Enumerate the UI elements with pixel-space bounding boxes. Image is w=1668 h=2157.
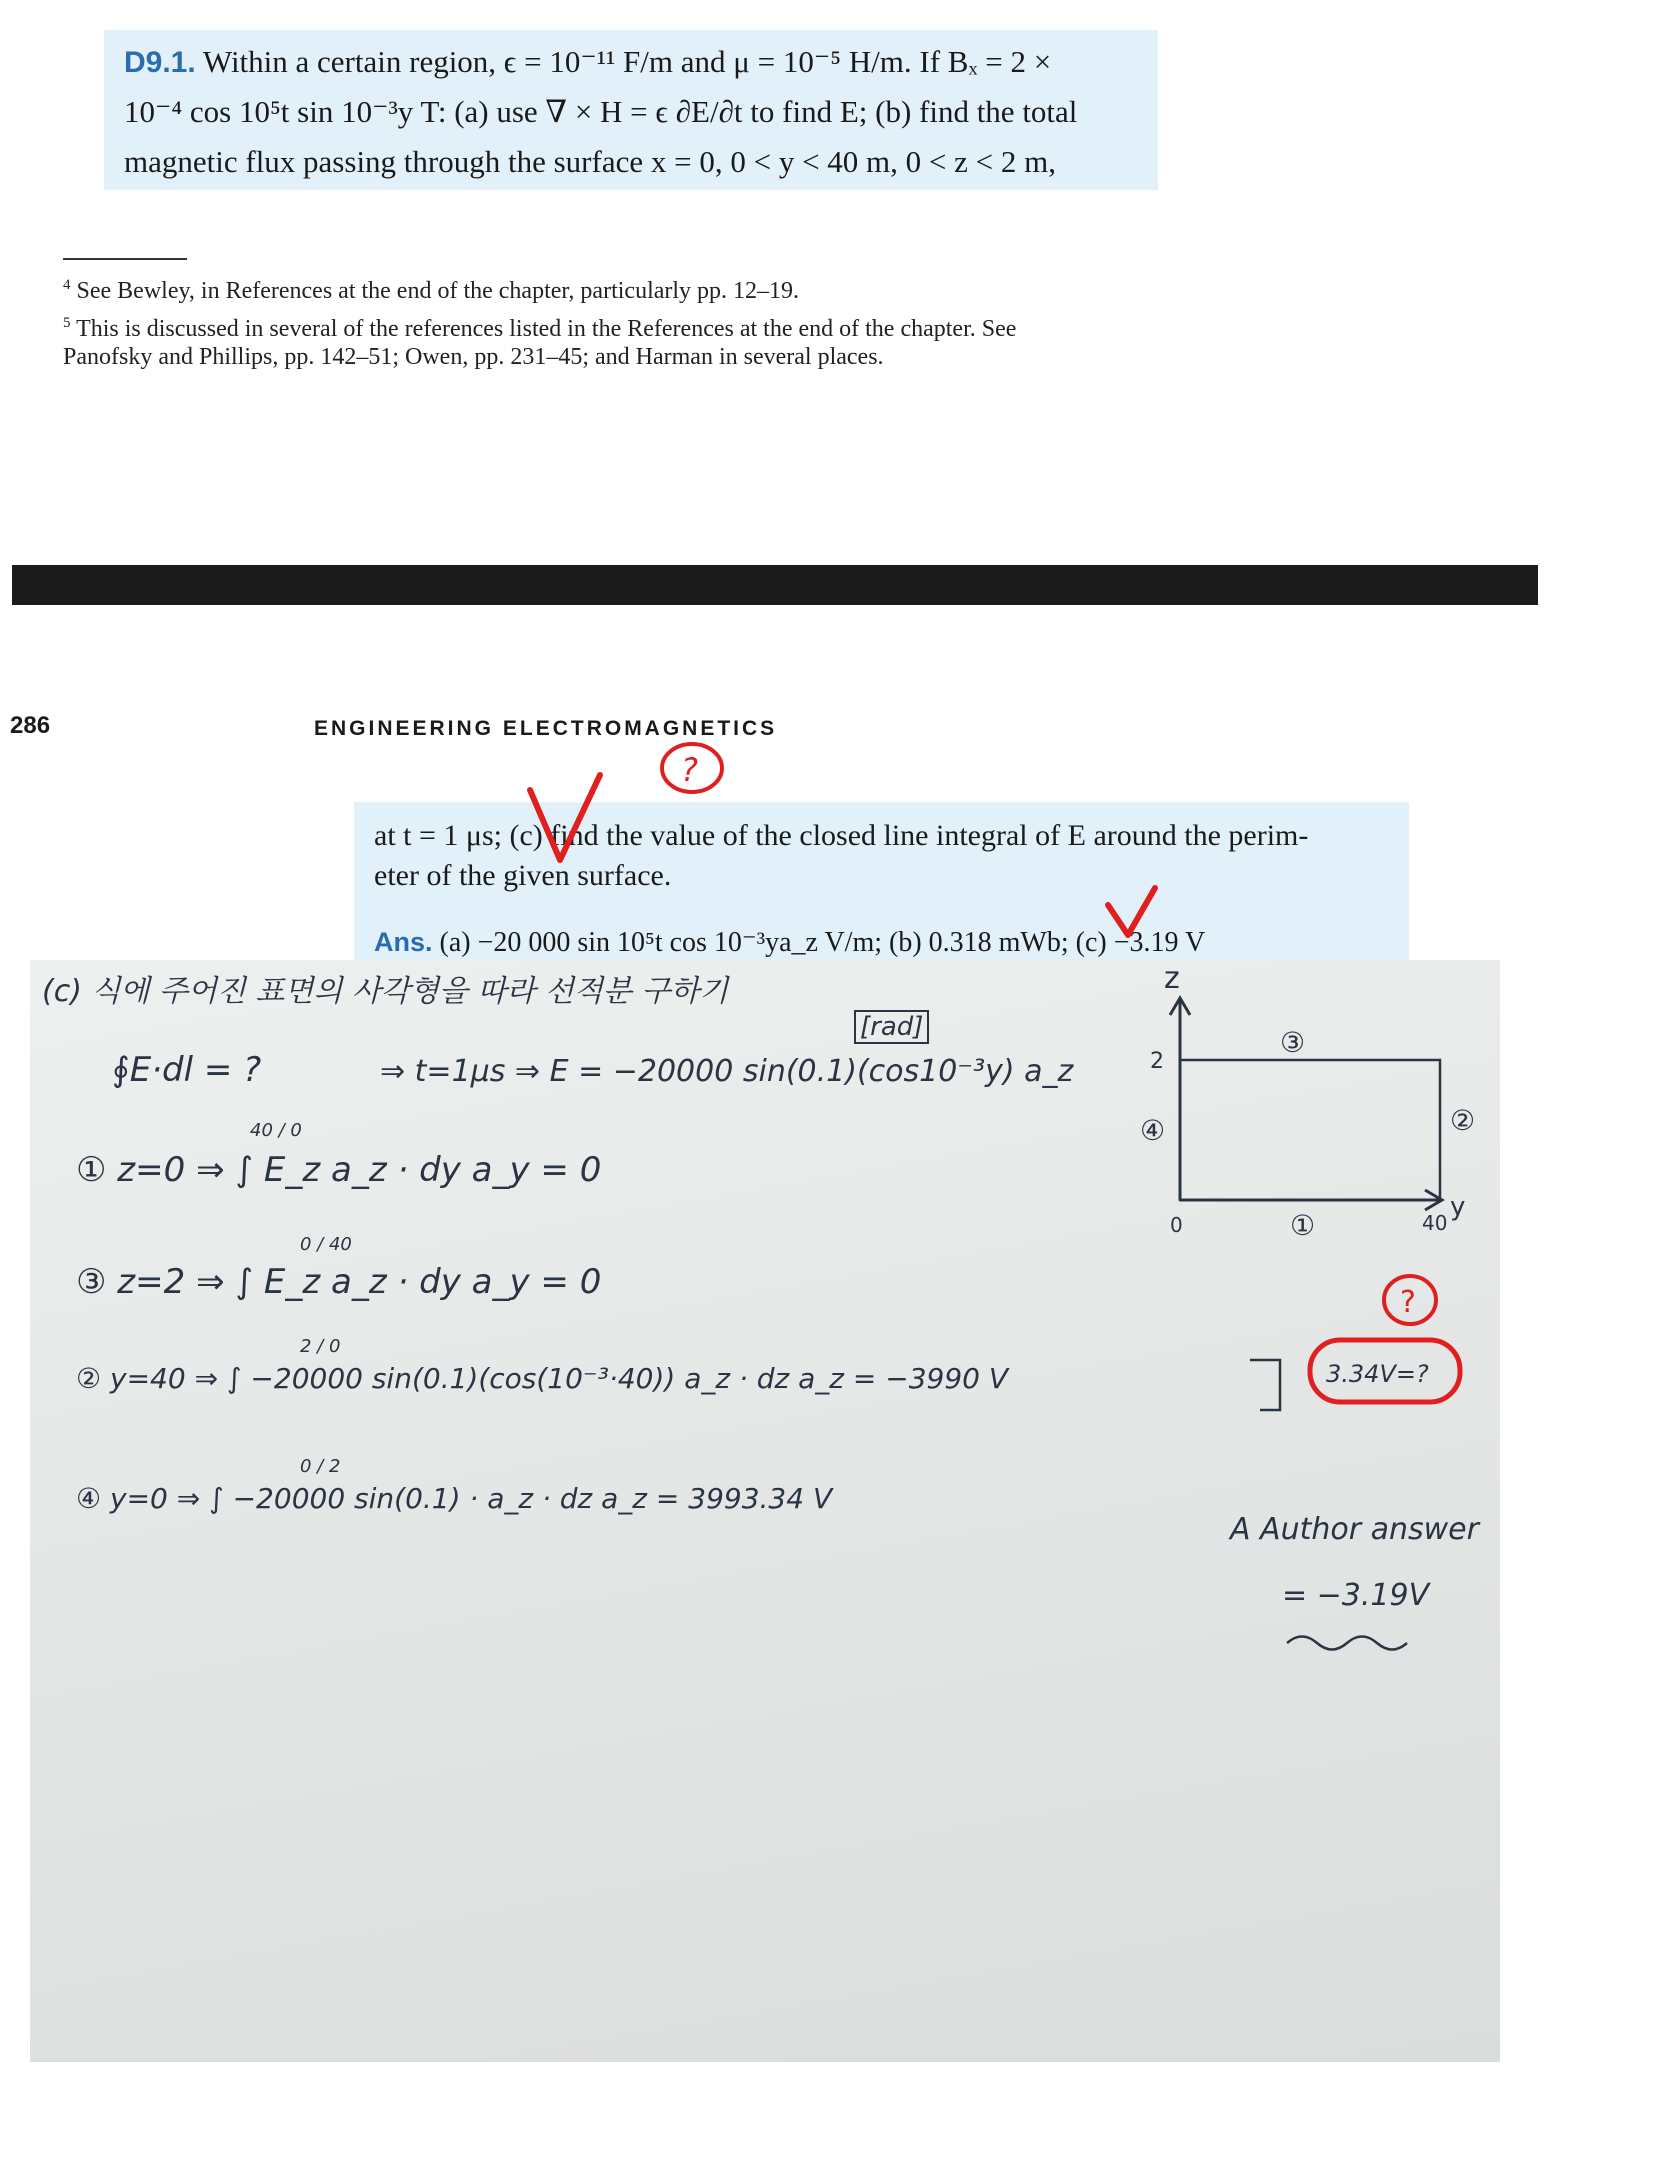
author-underline <box>1282 1628 1422 1658</box>
hw-step-4: ④ y=0 ⇒ ∫ −20000 sin(0.1) · a_z · dz a_z = 3993.34 V <box>76 1482 833 1515</box>
diagram-tick-2: 2 <box>1150 1049 1164 1074</box>
red-check-annotations <box>0 0 1668 980</box>
hw-step-3: ③ z=2 ⇒ ∫ E_z a_z · dy a_y = 0 <box>76 1262 602 1302</box>
hw-step-2-limits: 2 / 0 <box>300 1336 341 1357</box>
hw-step-2: ② y=40 ⇒ ∫ −20000 sin(0.1)(cos(10⁻³·40)) a_z · dz a_z = −3990 V <box>76 1362 1009 1395</box>
footnote-5: $^5$ This is discussed in several of the references listed in the References at the end of the chapter. See <box>63 315 1017 342</box>
red-question-result: ? <box>1400 1285 1416 1320</box>
problem-line-1: D9.1. Within a certain region, ϵ = 10⁻¹¹ F/m and μ = 10⁻⁵ H/m. If Bₓ = 2 × <box>124 44 1052 79</box>
continuation-line-2: eter of the given surface. <box>374 859 672 892</box>
diagram-edge-3: ③ <box>1280 1026 1306 1059</box>
page-number: 286 <box>10 712 51 739</box>
result-value: 3.34V=? <box>1326 1360 1429 1388</box>
diagram-edge-1: ① <box>1290 1209 1316 1242</box>
red-question-top: ? <box>681 751 698 789</box>
problem-line-3: magnetic flux passing through the surface x = 0, 0 < y < 40 m, 0 < z < 2 m, <box>124 144 1056 179</box>
continuation-line-1: at t = 1 μs; (c) find the value of the closed line integral of E around the perim- <box>374 819 1309 852</box>
diagram-y-axis: y <box>1450 1192 1466 1222</box>
diagram-tick-40: 40 <box>1422 1211 1448 1235</box>
hw-step-1-limits: 40 / 0 <box>250 1120 302 1141</box>
hw-step-4-limits: 0 / 2 <box>300 1456 341 1477</box>
diagram-edge-4: ④ <box>1140 1114 1166 1147</box>
footnote-5-line-2: Panofsky and Phillips, pp. 142–51; Owen, pp. 231–45; and Harman in several places. <box>63 344 884 370</box>
diagram-edge-2: ② <box>1450 1104 1476 1137</box>
hw-step-3-limits: 0 / 40 <box>300 1234 352 1255</box>
diagram-z-axis: z <box>1164 961 1180 996</box>
diagram-origin: 0 <box>1170 1213 1183 1237</box>
answer-label: Ans. <box>374 927 433 957</box>
footnote-4: $^4$ See Bewley, in References at the end of the chapter, particularly pp. 12–19. <box>63 277 800 304</box>
hw-e-field: ⇒ t=1μs ⇒ E = −20000 sin(0.1)(cos10⁻³y) a_z <box>380 1054 1074 1089</box>
hw-step-1: ① z=0 ⇒ ∫ E_z a_z · dy a_y = 0 <box>76 1150 602 1190</box>
hw-line-integral: ∮E·dl = ? <box>112 1050 262 1090</box>
hw-rad-note: [rad] <box>854 1010 929 1044</box>
problem-label: D9.1. <box>124 46 196 79</box>
surface-diagram <box>1100 960 1500 1250</box>
running-head: ENGINEERING ELECTROMAGNETICS <box>314 717 778 740</box>
hw-header: (c) 식에 주어진 표면의 사각형을 따라 선적분 구하기 <box>42 974 729 1009</box>
hw-author-value: = −3.19V <box>1282 1578 1430 1613</box>
hw-author-label: A Author answer <box>1230 1512 1479 1547</box>
result-annotation <box>1240 1270 1500 1430</box>
problem-line-2: 10⁻⁴ cos 10⁵t sin 10⁻³y T: (a) use ∇ × H = ϵ ∂E/∂t to find E; (b) find the total <box>124 94 1078 129</box>
answer-text: (a) −20 000 sin 10⁵t cos 10⁻³ya_z V/m; (b) 0.318 mWb; (c) −3.19 V <box>439 927 1206 958</box>
